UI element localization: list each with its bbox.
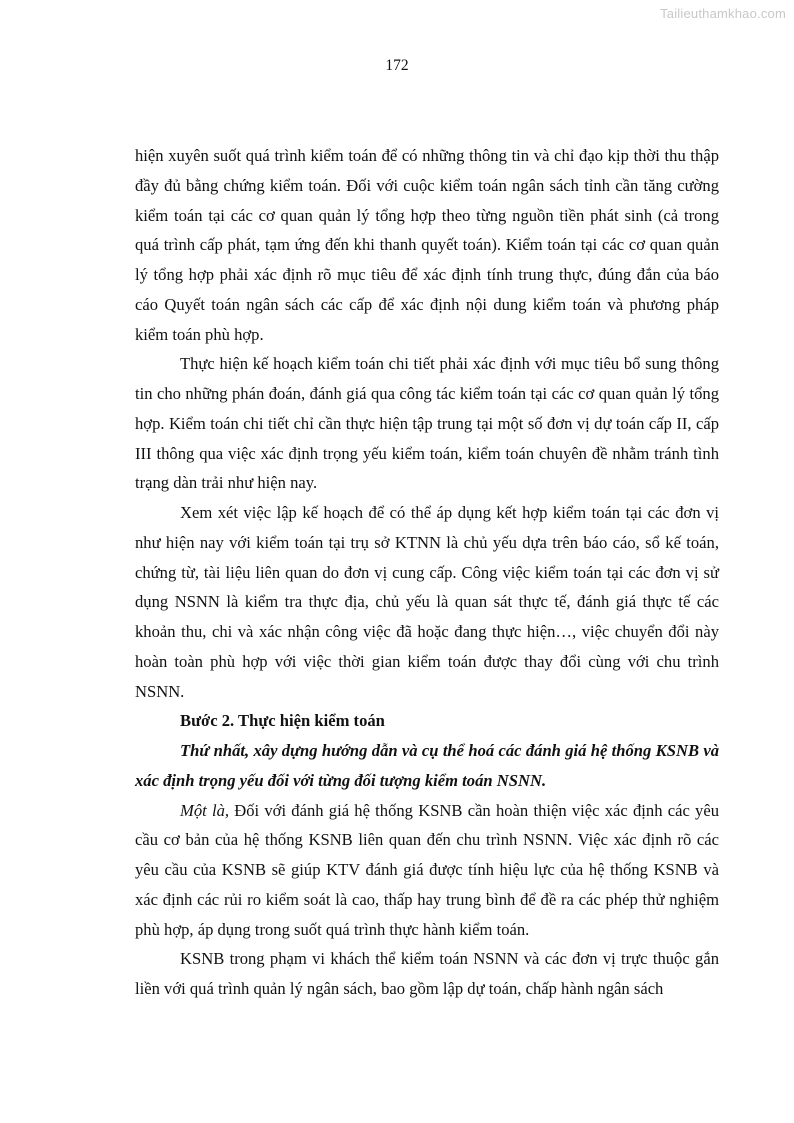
paragraph-2: Thực hiện kế hoạch kiểm toán chi tiết phải xác định với mục tiêu bổ sung thông tin cho những phán đoán, đánh giá qua công tác kiểm toán tại các cơ quan quản lý tổng hợp. Kiểm toán chi tiết chỉ cần thực hiện tập trung tại một số đơn vị dự toán cấp II, cấp III thông qua việc xác định trọng yếu kiểm toán, kiểm toán chuyên đề nhằm tránh tình trạng dàn trải như hiện nay. [135,354,719,493]
document-body [135,141,719,1004]
section-heading: Bước 2. Thực hiện kiểm toán [180,711,385,731]
paragraph-5: KSNB trong phạm vi khách thể kiểm toán NSNN và các đơn vị trực thuộc gắn liền với quá trình quản lý ngân sách, bao gồm lập dự toán, chấp hành ngân sách [135,949,719,998]
paragraph-1: hiện xuyên suốt quá trình kiểm toán để có những thông tin và chỉ đạo kịp thời thu thập đầy đủ bằng chứng kiểm toán. Đối với cuộc kiểm toán ngân sách tỉnh cần tăng cường kiểm toán tại các cơ quan quản lý tổng hợp theo từng nguồn tiền phát sinh (cả trong quá trình cấp phát, tạm ứng đến khi thanh quyết toán). Kiểm toán tại các cơ quan quản lý tổng hợp phải xác định rõ mục tiêu để xác định tính trung thực, đúng đắn của báo cáo Quyết toán ngân sách các cấp để xác định nội dung kiểm toán và phương pháp kiểm toán phù hợp. [135,146,719,344]
paragraph-4-lead: Một là, [180,800,230,820]
page-number: 172 [385,57,409,74]
watermark: Tailieuthamkhao.com [660,6,786,21]
paragraph-3: Xem xét việc lập kế hoạch để có thể áp dụng kết hợp kiểm toán tại các đơn vị như hiện nay với kiểm toán tại trụ sở KTNN là chủ yếu dựa trên báo cáo, sổ kế toán, chứng từ, tài liệu liên quan do đơn vị cung cấp. Công việc kiểm toán tại các đơn vị sử dụng NSNN là kiểm tra thực địa, chủ yếu là quan sát thực tế, đánh giá thực tế các khoản thu, chi và xác nhận công việc đã hoặc đang thực hiện…, việc chuyển đổi này hoàn toàn phù hợp với việc thời gian kiểm toán được thay đổi cùng với chu trình NSNN. [135,503,719,701]
subsection-heading: Thứ nhất, xây dựng hướng dẫn và cụ thể hoá các đánh giá hệ thống KSNB và xác định trọng yếu đối với từng đối tượng kiểm toán NSNN. [135,741,719,790]
paragraph-4-body: Đối với đánh giá hệ thống KSNB cần hoàn thiện việc xác định các yêu cầu cơ bản của hệ thống KSNB liên quan đến chu trình NSNN. Việc xác định rõ các yêu cầu của KSNB sẽ giúp KTV đánh giá được tính hiệu lực của hệ thống KSNB và xác định các rủi ro kiểm soát là cao, thấp hay trung bình để đề ra các phép thử nghiệm phù hợp, áp dụng trong suốt quá trình thực hành kiểm toán. [135,800,720,939]
paragraph-4 [135,796,719,945]
